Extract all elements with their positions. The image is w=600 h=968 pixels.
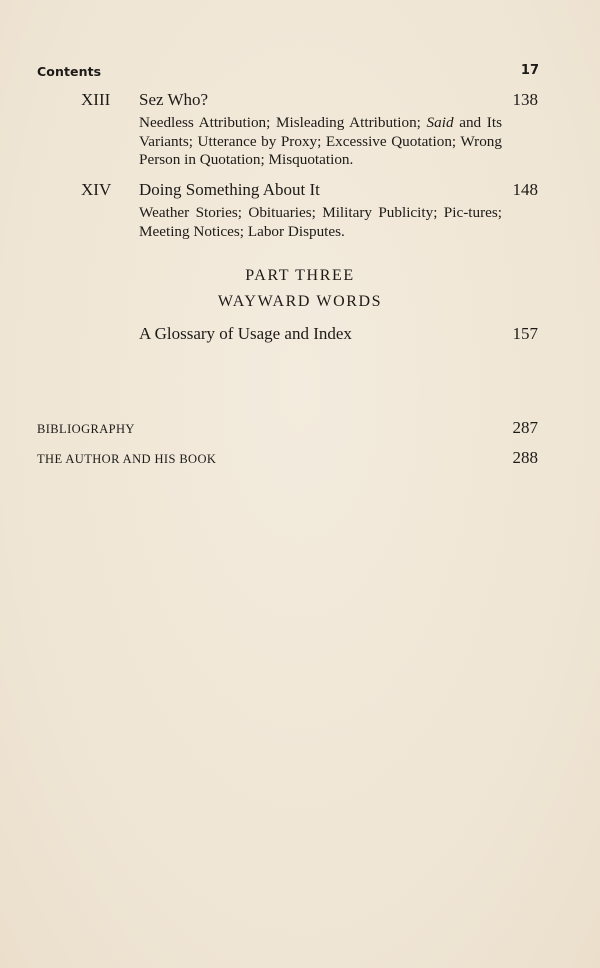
chapter-title: Sez Who? — [139, 90, 209, 109]
glossary-title: A Glossary of Usage and Index — [139, 324, 352, 343]
running-head — [37, 64, 539, 84]
chapter-page-number: 138 — [512, 90, 538, 109]
subtopics-text: Needless Attribution; Misleading Attribution; — [139, 114, 427, 131]
chapter-title: Doing Something About It — [139, 180, 320, 199]
chapter-numeral: XIV — [81, 180, 112, 199]
subtopics-italic-text: Said — [426, 114, 454, 131]
chapter-subtopics: Weather Stories; Obituaries; Military Publicity; Pic-tures; Meeting Notices; Labor Disputes. — [139, 204, 502, 240]
running-head-page-number: 17 — [520, 63, 539, 78]
chapter-numeral: XIII — [81, 90, 111, 109]
back-matter-page-number: 287 — [512, 418, 538, 437]
chapter-subtopics — [139, 114, 502, 170]
running-head-title: Contents — [37, 64, 102, 79]
back-matter-page-number: 288 — [512, 448, 538, 467]
subtopics-text-continued: and Its Variants; Utterance by Proxy; Excessive Quotation; Wrong Person in Quotation; Misquotation. — [139, 114, 502, 168]
back-matter-label: BIBLIOGRAPHY — [37, 422, 135, 436]
back-matter-label: THE AUTHOR AND HIS BOOK — [37, 452, 217, 466]
part-label: PART THREE — [245, 267, 355, 284]
glossary-page-number: 157 — [512, 324, 538, 343]
chapter-page-number: 148 — [512, 180, 538, 199]
part-title: WAYWARD WORDS — [217, 293, 383, 310]
